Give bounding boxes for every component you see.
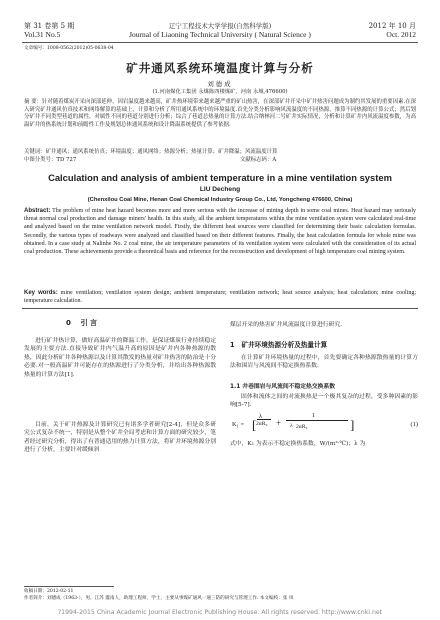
formula-bracket-left: [ xyxy=(252,417,257,432)
journal-title-cn: 辽宁工程技术大学学报(自然科学版) xyxy=(168,22,272,30)
subsection-1-1-paragraph: 固体和流体之间的对流换热是一个极其复杂的过程，受多种因素的影响[5-7]. xyxy=(230,394,418,409)
header-rule xyxy=(22,42,418,43)
copyright-watermark: ?1994-2015 China Academic Journal Electronic Publishing House. All rights reserved. http://www.cnki.net xyxy=(57,609,383,616)
intro-paragraph-1: 进行矿井热计算，做好高温矿井的降温工作，是保证煤炭行业持续稳定发展的主要方法.直接导致矿井内气温升高的原因是矿井内各种热源的散热，因此分析矿井各种热源以及计算其散发的热量对矿井热害的防治是十分必要.对一般高温矿井可能存在的热源进行了分类分析，并给出各种热源散热量的计算方法[1]. xyxy=(24,338,216,378)
author-cn: 刘德成 xyxy=(207,80,233,88)
formula-explanation: 式中，K₁ 为表示不稳定换热系数，W/(m²·℃)；λ 为 xyxy=(230,441,366,447)
date-en: Oct. 2012 xyxy=(386,30,416,39)
article-number: 文章编号：1008-0562(2012)05-0638-04 xyxy=(24,46,114,51)
formula-lhs: K₁ = xyxy=(232,421,245,428)
section-0-heading xyxy=(66,318,97,328)
right-column-continuation: 煤层开采的热害矿井风流温度计算进行研究. xyxy=(230,322,342,328)
author-en: LIU Decheng xyxy=(199,186,241,193)
volume-en: Vol.31 No.5 xyxy=(24,30,61,39)
section-1-paragraph: 在计算矿井环境热量的过程中，首先要确定各种热源散热量的计算方法和围岩与风流间不稳定换热系数. xyxy=(230,355,418,370)
classification-cn: 中图分类号：TD 727 xyxy=(24,157,77,163)
formula-1 xyxy=(232,412,418,438)
abstract-cn: 摘 要：针对随着煤炭开采向深部延伸，因岩温度越来越高，矿井热环境带来越来越严重的矿山热害，在深部矿井开采中矿井热害问题成为制约其发展的重要因素.在深入研究矿井通风仿真技术和网络解算的基础上，计算和分析了所用通风系统中的环境温度.首先分类分析影响风流温度的不同热源，推算不同热源的计算公式；然后划分矿井不同类型巷道的属性，对属性不同的巷道分别进行分析；综合了巷道总热量的计算方法.结合纳林河二号矿井实际情况，分析和计算矿井内风流温度参数，为高温矿井的热系统计划和前瞻性工作及规划总体通风系统和设计降温系统提供了参考依据. xyxy=(24,99,416,128)
title-en: Calculation and analysis of ambient temperature in a mine ventilation system xyxy=(48,172,392,183)
footnote-author: 作者简介：刘德成（1963-），男，江苏 灌南人，助理工程师，学士，主要从事煤矿通风一通三防的研究与管理工作. 本文编校：张 凤 xyxy=(24,596,294,601)
abstract-en-text: The problem of mine heat hazard becomes more and more serious with the increase of mining depth in some coal mines. Heat hazard may seriously threat normal coal production and damage miners' health. In this study, all the ambient temperatures within the mine ventilation system were calculated real-time and analyzed based on the mine ventilation network model. Firstly, the different heat sources were classified for determining their basic calculation formulas. Secondly, the various types of roadways were analyzed and classified based on their different features. Finally, the heat calculation formula for whole mine was obtained. In a case study at Nalinhe No. 2 coal mine, the air temperature parameters of its ventilation system were calculated with the consideration of its actual coal production. These achievements provide a theoretical basis and reference for the reconstruction and development of high temperature coal mining system. xyxy=(24,208,416,256)
section-1-number: 1 xyxy=(230,341,235,349)
footnote-rule xyxy=(24,586,114,587)
formula-frac2-num: 1 xyxy=(312,412,316,419)
formula-frac2-bar xyxy=(286,420,348,421)
formula-frac2-den-a: λ xyxy=(290,423,293,429)
formula-tag: (1) xyxy=(410,421,418,428)
formula-frac1-den: 2αR₀ xyxy=(256,421,268,427)
footnote-received: 收稿日期：2012-02-11 xyxy=(24,589,74,594)
formula-frac2-den-b: 2αR₀ xyxy=(296,424,308,430)
abstract-en xyxy=(24,207,416,256)
section-0-title: 引 言 xyxy=(80,319,98,327)
keywords-cn: 关键词：矿井通风；通风系统仿真；环境温度；通风网络；热源分析；热量计算；矿井降温；风流温度计算 xyxy=(24,149,278,155)
abstract-en-label: Abstract: xyxy=(24,208,51,214)
formula-plus: + xyxy=(276,418,282,428)
volume-cn: 第 31 卷第 5 期 xyxy=(24,22,75,30)
section-1-title: 矿井环境热源分析及热量计算 xyxy=(241,341,328,349)
title-cn: 矿井通风系统环境温度计算与分析 xyxy=(126,61,314,75)
document-code-cn: 文献标志码：A xyxy=(240,157,277,163)
section-rule xyxy=(22,308,418,309)
formula-frac1-num: λ xyxy=(259,413,263,420)
affiliation-cn: (1.河南煤化工集团 永煤陈四楼煤矿，河南 永城,476600) xyxy=(152,89,288,95)
formula-frac1-bar xyxy=(257,419,271,420)
keywords-en-text: mine ventilation; ventilation system design; ambient temperature; ventilation network; heat source analysis; heat calculation; mine cooling; temperature calculation. xyxy=(24,290,417,305)
affiliation-en: (Chenxilou Coal Mine, Henan Coal Chemical Industry Group Co., Ltd, Yongcheng 476600, China) xyxy=(87,197,353,203)
keywords-en-label: Key words: xyxy=(24,290,58,296)
subsection-1-1-title: 1.1 井巷围岩与风流间不稳定热交换系数 xyxy=(230,384,336,390)
section-0-number: 0 xyxy=(66,319,71,327)
section-1-heading xyxy=(230,339,327,349)
date-cn: 2012 年 10 月 xyxy=(368,22,416,30)
intro-paragraph-2: 目前，关于矿井热源及计算研究已有诸多学者研究[2-4]，但是众多研究公式复杂不统一，特别是从整个矿井全局考虑和计算方面的研究较少，笔者经过研究分析，得出了有普通适用的热力计算方法，将矿井环境热源分别进行了分析，主要针对缓倾斜 xyxy=(24,422,216,454)
keywords-en xyxy=(24,289,416,305)
journal-title-en: Journal of Liaoning Technical University ( Natural Science ) xyxy=(129,30,311,39)
formula-bracket-right: ] xyxy=(350,417,355,432)
